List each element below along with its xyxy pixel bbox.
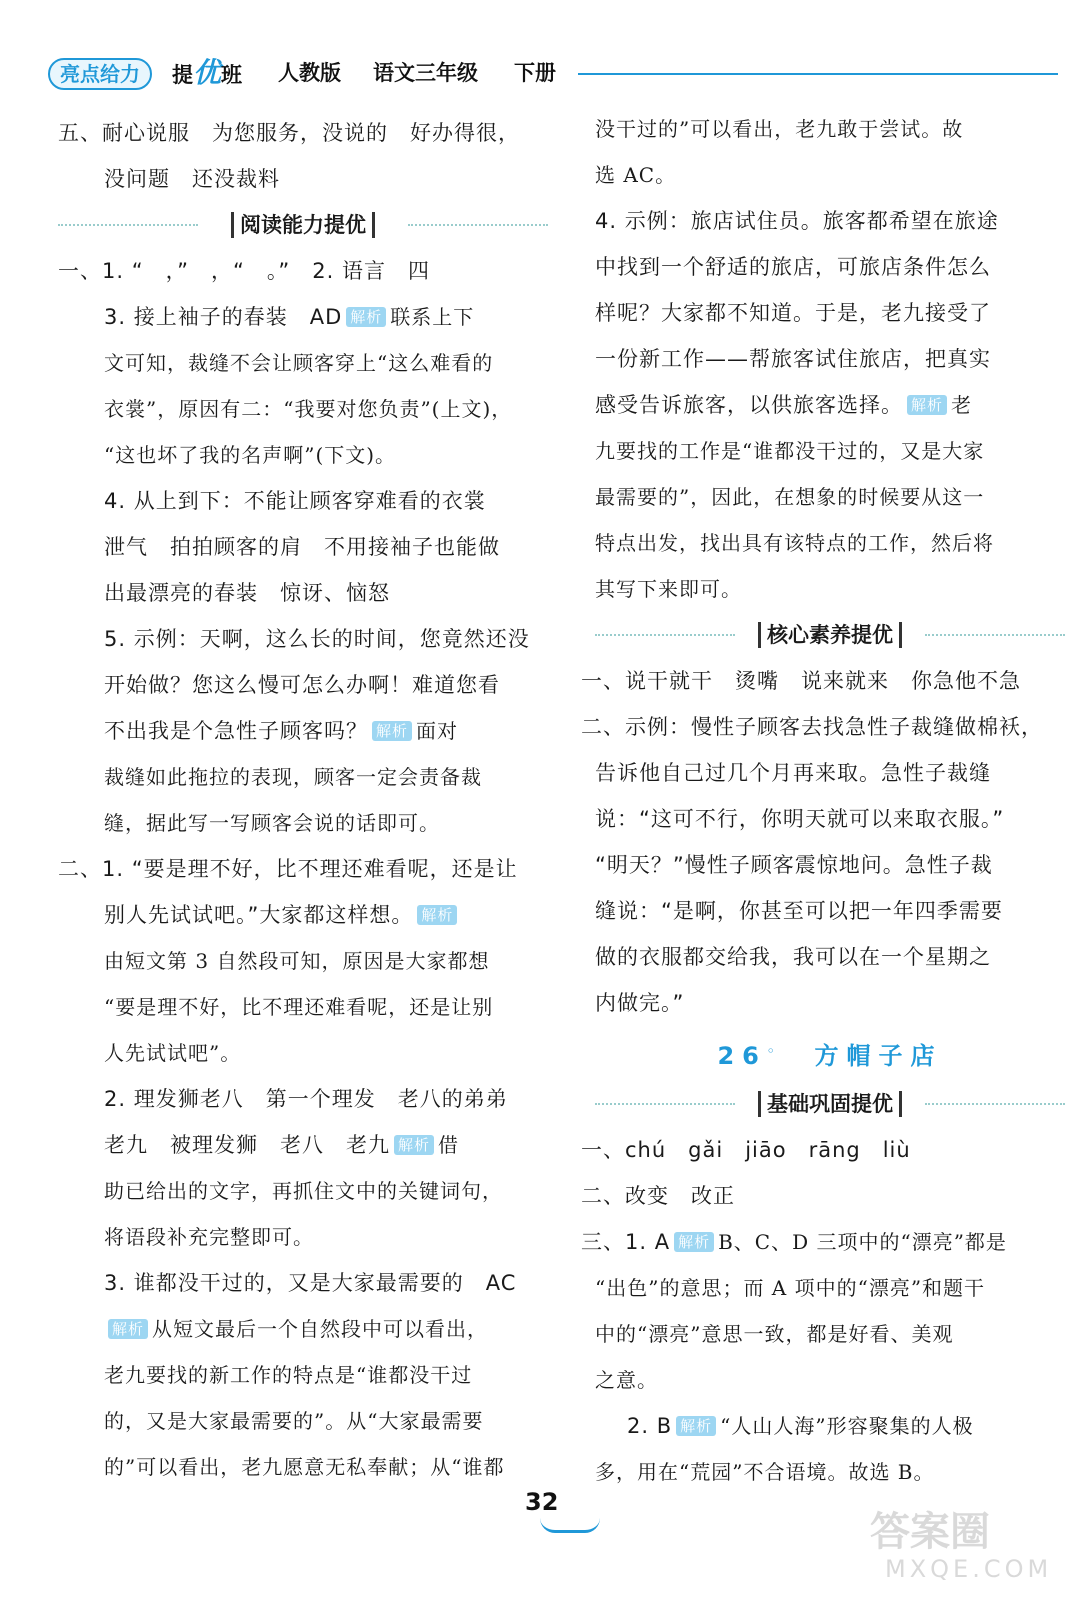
subject-label: 语文三年级 (373, 61, 478, 85)
answer-line: 裁缝如此拖拉的表现，顾客一定会责备裁 (104, 765, 482, 789)
page-number: 32 (525, 1488, 559, 1516)
section-title: 阅读能力提优 (58, 202, 548, 248)
analysis-tag: 解析 (394, 1135, 434, 1155)
section-title: 基础巩固提优 (595, 1081, 1065, 1127)
answer-line: “出色”的意思；而 A 项中的“漂亮”和题干 (595, 1276, 986, 1300)
answer-line: 二、1. “要是理不好，比不理还难看呢，还是让 (58, 857, 518, 881)
edition-label: 人教版 (278, 61, 341, 85)
answer-line: 开始做？您这么慢可怎么办啊！难道您看 (104, 673, 500, 697)
answer-line: 5. 示例：天啊，这么长的时间，您竟然还没 (104, 627, 530, 651)
answer-line: 一、chú gǎi jiāo rāng liù (581, 1138, 911, 1162)
answer-line: 老九 被理发狮 老八 老九 解析 借 (104, 1133, 460, 1157)
answer-line: “要是理不好，比不理还难看呢，还是让别 (104, 995, 494, 1019)
answer-line: 最需要的”，因此，在想象的时候要从这一 (595, 485, 985, 509)
answer-line: 样呢？大家都不知道。于是，老九接受了 (595, 301, 991, 325)
answer-line: 中找到一个舒适的旅店，可旅店条件怎么 (595, 255, 991, 279)
answer-line: 人先试试吧”。 (104, 1041, 242, 1065)
volume-label: 下册 (514, 61, 556, 85)
answer-line: 一份新工作——帮旅客试住旅店，把真实 (595, 347, 991, 371)
analysis-tag: 解析 (674, 1232, 714, 1252)
header-rule (578, 73, 1058, 75)
answer-line: “明天？”慢性子顾客震惊地问。急性子裁 (595, 853, 993, 877)
answer-line: 由短文第 3 自然段可知，原因是大家都想 (104, 949, 490, 973)
answer-line: 老九要找的新工作的特点是“谁都没干过 (104, 1363, 473, 1387)
answer-line: 说：“这可不行，你明天就可以来取衣服。” (595, 807, 1005, 831)
answer-line: 衣裳”，原因有二：“我要对您负责”(上文)， (104, 397, 513, 421)
section-title: 核心素养提优 (595, 612, 1065, 658)
series-name: 提优班 (172, 56, 243, 89)
analysis-tag: 解析 (676, 1416, 716, 1436)
right-column (581, 106, 1065, 1495)
answer-line: 没问题 还没裁料 (104, 167, 280, 191)
left-column (58, 110, 548, 1490)
analysis-tag: 解析 (346, 307, 386, 327)
answer-line: 2. 理发狮老八 第一个理发 老八的弟弟 (104, 1087, 508, 1111)
answer-line: 出最漂亮的春装 惊讶、恼怒 (104, 581, 390, 605)
page-header (48, 58, 1058, 90)
watermark-logo: 答案圈 (870, 1509, 990, 1555)
answer-line: 的”可以看出，老九愿意无私奉献；从“谁都 (104, 1455, 505, 1479)
answer-line: 感受告诉旅客，以供旅客选择。 解析 老 (595, 393, 973, 417)
answer-line: “这也坏了我的名声啊”(下文)。 (104, 443, 397, 467)
answer-line: 一、说干就干 烫嘴 说来就来 你急他不急 (581, 669, 1021, 693)
lesson-title: 26◦ 方帽子店 (717, 1042, 943, 1070)
brand-badge: 亮点给力 (48, 58, 152, 90)
answer-line: 选 AC。 (595, 163, 677, 187)
answer-line: 之意。 (595, 1368, 658, 1392)
answer-line: 缝，据此写一写顾客会说的话即可。 (104, 811, 440, 835)
answer-line: 一、1. “ ，” ，“ 。” 2. 语言 四 (58, 259, 430, 283)
answer-line: 没干过的”可以看出，老九敢于尝试。故 (595, 117, 964, 141)
answer-line: 三、1. A 解析 B、C、D 三项中的“漂亮”都是 (581, 1230, 1007, 1254)
answer-line: 泄气 拍拍顾客的肩 不用接袖子也能做 (104, 535, 500, 559)
answer-line: 解析 从短文最后一个自然段中可以看出， (58, 1306, 548, 1352)
answer-line: 别人先试试吧。”大家都这样想。 解析 (58, 892, 548, 938)
answer-line: 缝说：“是啊，你甚至可以把一年四季需要 (595, 899, 1003, 923)
analysis-tag: 解析 (417, 905, 457, 925)
answer-line: 不出我是个急性子顾客吗？ 解析 面对 (104, 719, 459, 743)
answer-line: 二、示例：慢性子顾客去找急性子裁缝做棉袄， (581, 715, 1043, 739)
answer-line: 多，用在“荒园”不合语境。故选 B。 (595, 1460, 935, 1484)
answer-line: 二、改变 改正 (581, 1184, 735, 1208)
answer-line: 其写下来即可。 (595, 577, 742, 601)
analysis-tag: 解析 (108, 1319, 148, 1339)
answer-line: 2. B 解析 “人山人海”形容聚集的人极 (627, 1414, 974, 1438)
answer-line: 3. 谁都没干过的，又是大家最需要的 AC (104, 1271, 517, 1295)
analysis-tag: 解析 (907, 395, 947, 415)
answer-line: 特点出发，找出具有该特点的工作，然后将 (595, 531, 994, 555)
page-number-decoration (540, 1518, 600, 1533)
answer-line: 内做完。” (595, 991, 685, 1015)
answer-line: 中的“漂亮”意思一致，都是好看、美观 (595, 1322, 954, 1346)
answer-line: 文可知，裁缝不会让顾客穿上“这么难看的 (104, 351, 494, 375)
answer-line: 助已给出的文字，再抓住文中的关键词句， (104, 1179, 503, 1203)
answer-line: 告诉他自己过几个月再来取。急性子裁缝 (595, 761, 991, 785)
answer-line: 4. 从上到下：不能让顾客穿难看的衣裳 (104, 489, 486, 513)
answer-line: 五、耐心说服 为您服务，没说的 好办得很， (58, 121, 520, 145)
answer-line: 3. 接上袖子的春装 AD 解析 联系上下 (104, 305, 475, 329)
answer-line: 的，又是大家最需要的”。从“大家最需要 (104, 1409, 484, 1433)
answer-line: 将语段补充完整即可。 (104, 1225, 314, 1249)
answer-line: 九要找的工作是“谁都没干过的，又是大家 (595, 439, 985, 463)
answer-line: 做的衣服都交给我，我可以在一个星期之 (595, 945, 991, 969)
analysis-tag: 解析 (372, 721, 412, 741)
answer-line: 4. 示例：旅店试住员。旅客都希望在旅途 (595, 209, 999, 233)
watermark-url: MXQE.COM (885, 1555, 1053, 1583)
